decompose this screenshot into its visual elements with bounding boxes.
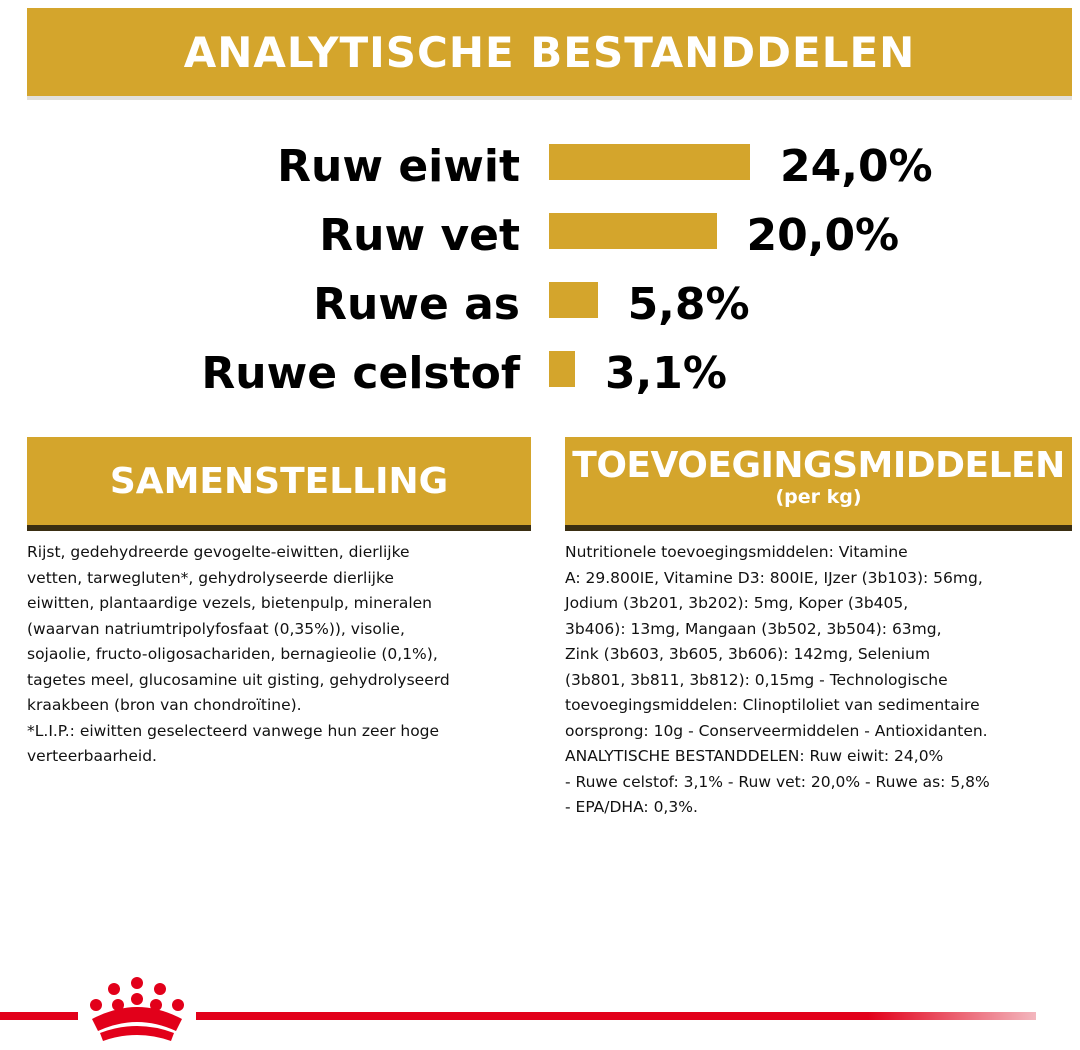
footer-line-right [196,1012,1036,1020]
samenstelling-divider [27,525,531,531]
bar-label: Ruw vet [319,210,520,261]
bar [549,213,717,249]
crown-icon [78,975,196,1045]
bar-row [0,137,1080,197]
toevoegingsmiddelen-divider [565,525,1072,531]
bar-value-label: 5,8% [627,279,750,330]
samenstelling-title: SAMENSTELLING [109,460,449,502]
footer-line-left [0,1012,78,1020]
bar-row [0,275,1080,335]
bar-label: Ruw eiwit [277,141,520,192]
toevoegingsmiddelen-banner [565,437,1072,525]
samenstelling-text: Rijst, gedehydreerde gevogelte-eiwitten, dierlijke vetten, tarwegluten*, gehydrolyseerde dierlijke eiwitten, plantaardige vezels, bietenpulp, mineralen (waarvan natriumtripolyfosfaat (0,35%)), visolie, sojaolie, fructo-oligosachariden, bernagieolie (0,1%), tagetes meel, glucosamine uit gisting, gehydrolyseerd kraakbeen (bron van chondroïtine). *L.I.P.: eiwitten geselecteerd vanwege hun zeer hoge verteerbaarheid. [27,543,450,765]
toevoegingsmiddelen-text: Nutritionele toevoegingsmiddelen: Vitamine A: 29.800IE, Vitamine D3: 800IE, IJzer (3b103): 56mg, Jodium (3b201, 3b202): 5mg, Koper (3b405, 3b406): 13mg, Mangaan (3b502, 3b504): 63mg, Zink (3b603, 3b605, 3b606): 142mg, Selenium (3b801, 3b811, 3b812): 0,15mg - Technologische toevoegingsmiddelen: Clinoptiloliet van sedimentaire oorsprong: 10g - Conserveermiddelen - Antioxidanten. ANALYTISCHE BESTANDDELEN: Ruw eiwit: 24,0% - Ruwe celstof: 3,1% - Ruw vet: 20,0% - Ruwe as: 5,8% - EPA/DHA: 0,3%. [565,543,990,816]
bar-row [0,206,1080,266]
bar-row [0,344,1080,404]
bar [549,282,598,318]
bar-label: Ruwe celstof [201,348,520,399]
bar [549,351,575,387]
bar-label: Ruwe as [313,279,520,330]
bar-value-label: 24,0% [780,141,933,192]
analytische-bestanddelen-title: ANALYTISCHE BESTANDDELEN [183,27,916,77]
bar-value-label: 20,0% [746,210,900,261]
nutrient-bar-chart [0,0,1080,420]
toevoegingsmiddelen-subtitle: (per kg) [775,486,862,508]
bar [549,144,750,180]
bar-value-label: 3,1% [604,348,727,399]
samenstelling-banner [27,437,531,525]
toevoegingsmiddelen-title: TOEVOEGINGSMIDDELEN [572,445,1065,486]
